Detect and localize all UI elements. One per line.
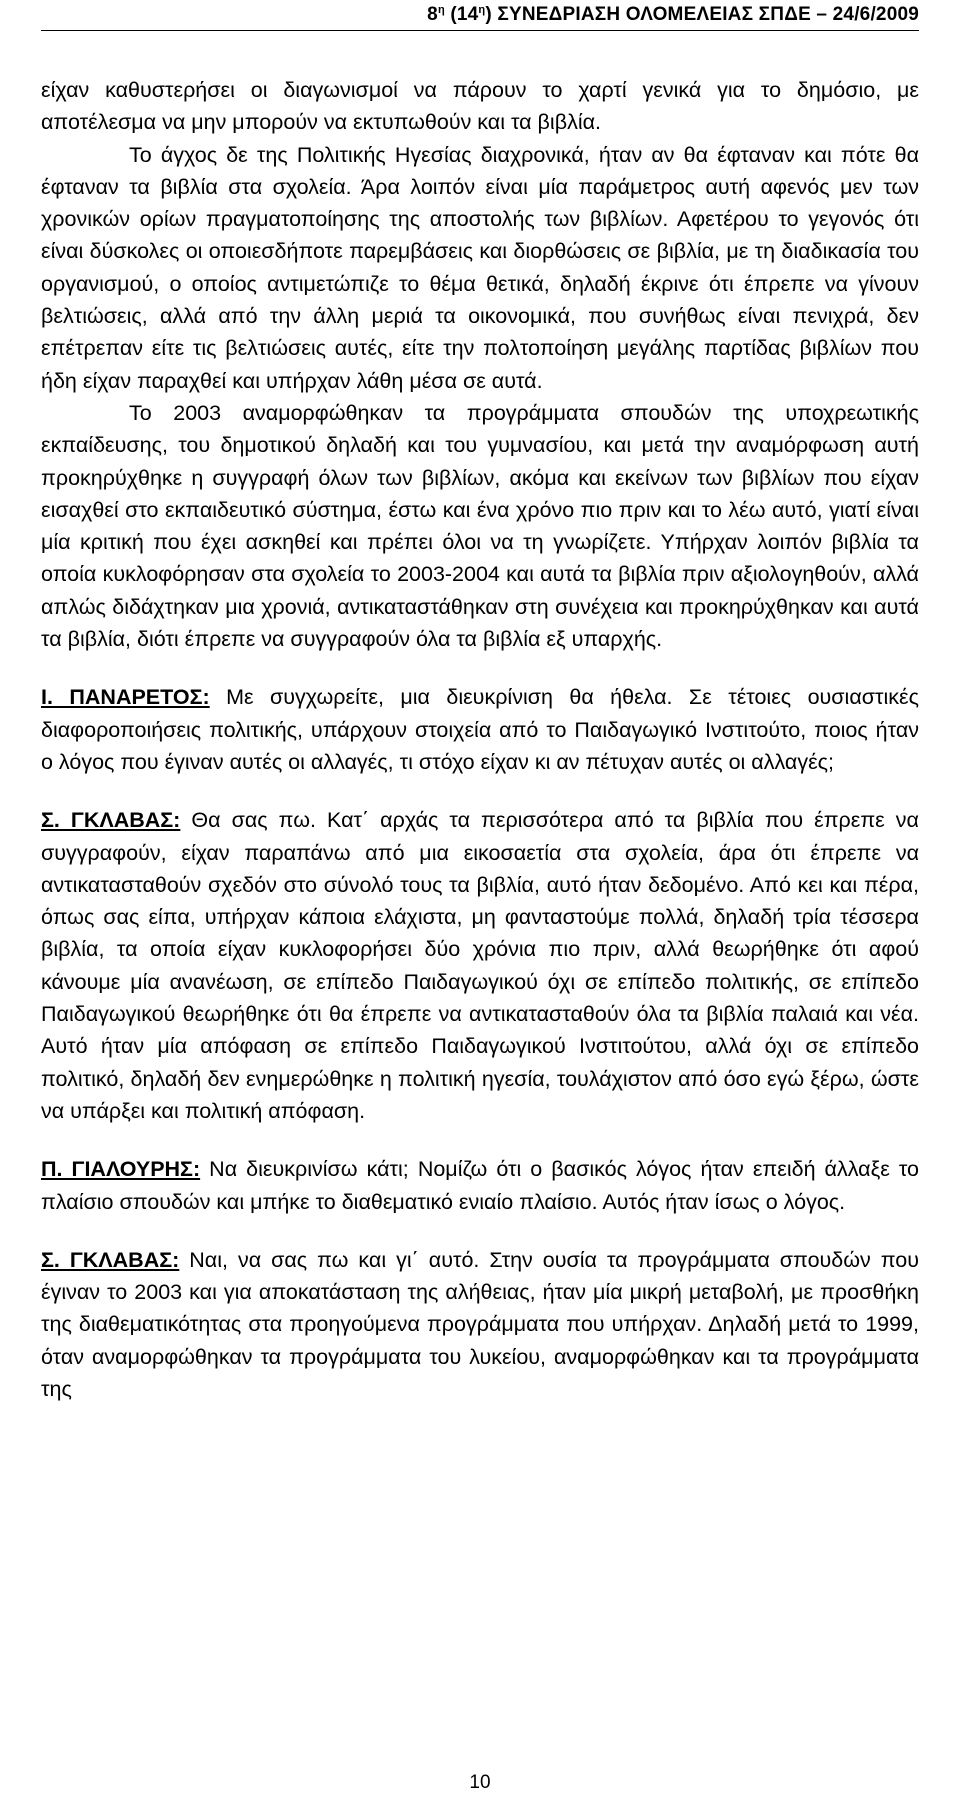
speech-text: Με συγχωρείτε, μια διευκρίνιση θα ήθελα. Σε τέτοιες ουσιαστικές διαφοροποιήσεις πολιτικής, υπάρχουν στοιχεία από το Παιδαγωγικό Ινστιτούτο, ποιος ήταν ο λόγος που έγιναν αυτές οι αλλαγές, τι στόχο είχαν κι αν πέτυχαν αυτές οι αλλαγές;: [41, 685, 919, 774]
document-body: [41, 74, 919, 1405]
speech-gialouris: [41, 1153, 919, 1218]
header-session-superscript: η: [437, 4, 445, 16]
speaker-name: Σ. ΓΚΛΑΒΑΣ:: [41, 1247, 180, 1272]
paragraph-anxiety: Το άγχος δε της Πολιτικής Ηγεσίας διαχρονικά, ήταν αν θα έφταναν και πότε θα έφταναν τα βιβλία στα σχολεία. Άρα λοιπόν είναι μία παράμετρος αυτή αφενός μεν των χρονικών ορίων πραγματοποίησης της αποστολής των βιβλίων. Αφετέρου το γεγονός ότι είναι δύσκολες οι οποιεσδήποτε παρεμβάσεις και διορθώσεις σε βιβλία, με τη διαδικασία του οργανισμού, ο οποίος αντιμετώπιζε το θέμα θετικά, δηλαδή έκρινε ότι έπρεπε να γίνουν βελτιώσεις, αλλά από την άλλη μεριά τα οικονομικά, που συνήθως είναι πενιχρά, δεν επέτρεπαν είτε τις βελτιώσεις αυτές, είτε την πολτοποίηση μεγάλης παρτίδας βιβλίων που ήδη είχαν παραχθεί και υπήρχαν λάθη μέσα σε αυτά.: [41, 142, 919, 393]
speech-text: Θα σας πω. Κατ΄ αρχάς τα περισσότερα από τα βιβλία που έπρεπε να συγγραφούν, είχαν παραπάνω από μια εικοσαετία στα σχολεία, άρα ότι έπρεπε να αντικατασταθούν σχεδόν στο σύνολό τους τα βιβλία, αυτό ήταν δεδομένο. Από κει και πέρα, όπως σας είπα, υπήρχαν κάποια ελάχιστα, μη φανταστούμε πολλά, δηλαδή τρία τέσσερα βιβλία, τα οποία είχαν κυκλοφορήσει δύο χρόνια πιο πριν, αλλά θεωρήθηκε ότι αφού κάνουμε μία ανανέωση, σε επίπεδο Παιδαγωγικού όχι σε επίπεδο πολιτικής, σε επίπεδο Παιδαγωγικού θεωρήθηκε ότι θα έπρεπε να αντικατασταθούν όλα τα βιβλία παλαιά και νέα. Αυτό ήταν μία απόφαση σε επίπεδο Παιδαγωγικού Ινστιτούτου, αλλά όχι σε επίπεδο πολιτικό, δηλαδή δεν ενημερώθηκε η πολιτική ηγεσία, τουλάχιστον από όσο εγώ ξέρω, ώστε να υπάρξει και πολιτική απόφαση.: [41, 808, 919, 1123]
header-paren-superscript: η: [478, 4, 486, 16]
page-number: 10: [469, 1772, 491, 1793]
paragraph-spacer: [41, 655, 919, 681]
speaker-name: Π. ΓΙΑΛΟΥΡΗΣ:: [41, 1157, 201, 1182]
speech-text: Να διευκρινίσω κάτι; Νομίζω ότι ο βασικός λόγος ήταν επειδή άλλαξε το πλαίσιο σπουδών και μπήκε το διαθεματικό ενιαίο πλαίσιο. Αυτός ήταν ίσως ο λόγος.: [41, 1157, 919, 1214]
paragraph-spacer: [41, 778, 919, 804]
speech-text: Ναι, να σας πω και γι΄ αυτό. Στην ουσία τα προγράμματα σπουδών που έγιναν το 2003 και για αποκατάσταση της αλήθειας, ήταν μία μικρή μεταβολή, με προσθήκη της διαθεματικότητας στα προηγούμενα προγράμματα που υπήρχαν. Δηλαδή μετά το 1999, όταν αναμορφώθηκαν τα προγράμματα του λυκείου, αναμορφώθηκαν και τα προγράμματα της: [41, 1247, 920, 1401]
speaker-name: Σ. ΓΚΛΑΒΑΣ:: [41, 808, 181, 833]
page-header: [0, 4, 919, 26]
header-session-paren: (14: [444, 4, 479, 25]
paragraph-spacer: [41, 1218, 919, 1244]
speech-panaretos: [41, 681, 919, 778]
paragraph-spacer: [41, 1127, 919, 1153]
speech-glavas-2: [41, 1244, 919, 1405]
header-divider: [41, 30, 919, 31]
header-session-number: 8: [427, 4, 438, 25]
speech-glavas-1: [41, 804, 919, 1127]
paragraph-2003-reform: Το 2003 αναμορφώθηκαν τα προγράμματα σπουδών της υποχρεωτικής εκπαίδευσης, του δημοτικού δηλαδή και του γυμνασίου, και μετά την αναμόρφωση αυτή προκηρύχθηκε η συγγραφή όλων των βιβλίων, ακόμα και εκείνων των βιβλίων που είχαν εισαχθεί στο εκπαιδευτικό σύστημα, έστω και ένα χρόνο πιο πριν και το λέω αυτό, γιατί είναι μία κριτική που έχει ασκηθεί και πρέπει όλοι να τη γνωρίζετε. Υπήρχαν λοιπόν βιβλία τα οποία κυκλοφόρησαν στα σχολεία το 2003-2004 και αυτά τα βιβλία πριν αξιολογηθούν, αλλά απλώς διδάχτηκαν μια χρονιά, αντικαταστάθηκαν στη συνέχεια και προκηρύχθηκαν και αυτά τα βιβλία, διότι έπρεπε να συγγραφούν όλα τα βιβλία εξ υπαρχής.: [41, 400, 919, 652]
header-session-title: ) ΣΥΝΕΔΡΙΑΣΗ ΟΛΟΜΕΛΕΙΑΣ ΣΠΔΕ – 24/6/2009: [485, 4, 919, 25]
speaker-name: Ι. ΠΑΝΑΡΕΤΟΣ:: [41, 685, 210, 710]
paragraph-continuation: είχαν καθυστερήσει οι διαγωνισμοί να πάρουν το χαρτί γενικά για το δημόσιο, με αποτέλεσμα να μην μπορούν να εκτυπωθούν και τα βιβλία.: [41, 78, 919, 135]
